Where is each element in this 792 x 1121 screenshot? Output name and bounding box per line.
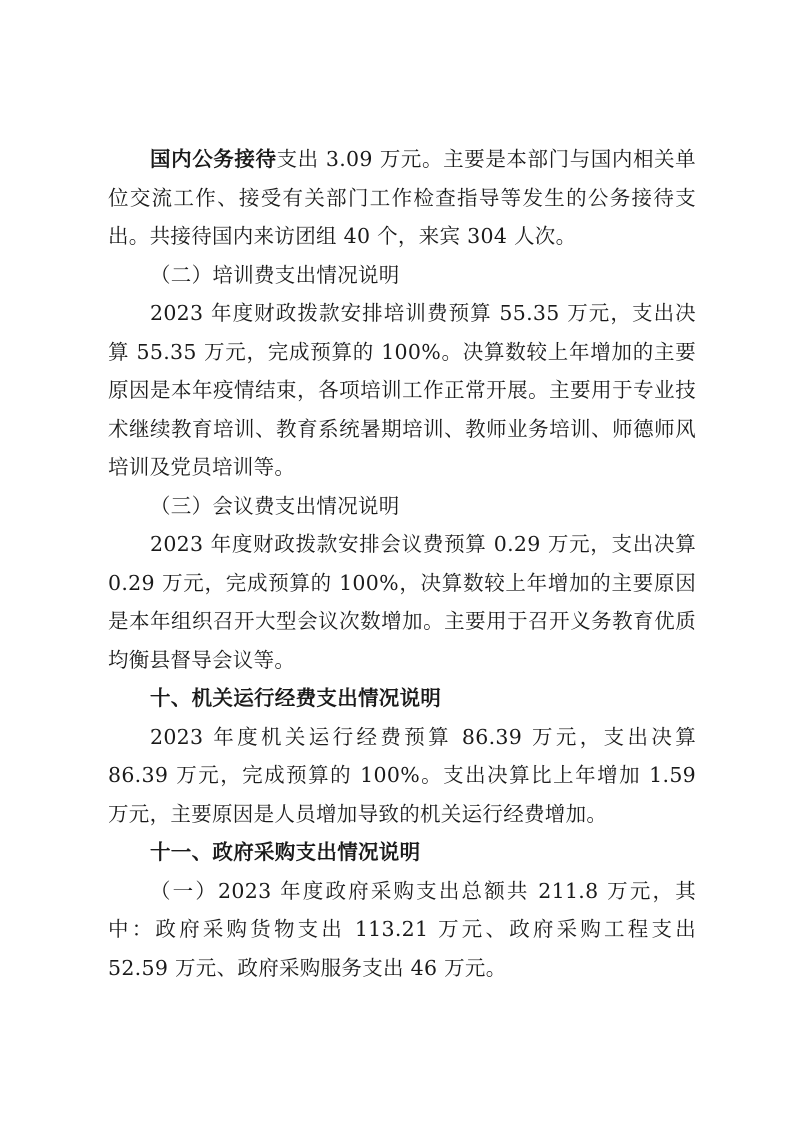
domestic-reception-lead: 国内公务接待 xyxy=(150,147,277,171)
paragraph-meeting-fee: 2023 年度财政拨款安排会议费预算 0.29 万元，支出决算 0.29 万元，完成预算的 100%，决算数较上年增加的主要原因是本年组织召开大型会议次数增加。主要用于召开义务教育优质均衡县督导会议等。 xyxy=(108,532,696,672)
domestic-reception-text: 支出 3.09 万元。主要是本部门与国内相关单位交流工作、接受有关部门工作检查指导等发生的公务接待支出。共接待国内来访团组 40 个，来宾 304 人次。 xyxy=(108,147,696,248)
heading-government-procurement: 十一、政府采购支出情况说明 xyxy=(150,840,421,864)
paragraph-government-procurement: （一）2023 年度政府采购支出总额共 211.8 万元，其中：政府采购货物支出 113.21 万元、政府采购工程支出 52.59 万元、政府采购服务支出 46 万元。 xyxy=(108,878,696,980)
paragraph-domestic-reception xyxy=(108,140,696,256)
heading-meeting-fee: （三）会议费支出情况说明 xyxy=(150,493,400,518)
heading-operating-expenses: 十、机关运行经费支出情况说明 xyxy=(150,686,442,710)
document-body xyxy=(108,140,696,987)
paragraph-operating-expenses: 2023 年度机关运行经费预算 86.39 万元，支出决算 86.39 万元，完成预算的 100%。支出决算比上年增加 1.59 万元，主要原因是人员增加导致的机关运行经费增加。 xyxy=(108,724,696,826)
paragraph-training-fee: 2023 年度财政拨款安排培训费预算 55.35 万元，支出决算 55.35 万元，完成预算的 100%。决算数较上年增加的主要原因是本年疫情结束，各项培训工作正常开展。主要用于专业技术继续教育培训、教育系统暑期培训、教师业务培训、师德师风培训及党员培训等。 xyxy=(108,301,696,479)
heading-training-fee: （二）培训费支出情况说明 xyxy=(150,262,400,287)
